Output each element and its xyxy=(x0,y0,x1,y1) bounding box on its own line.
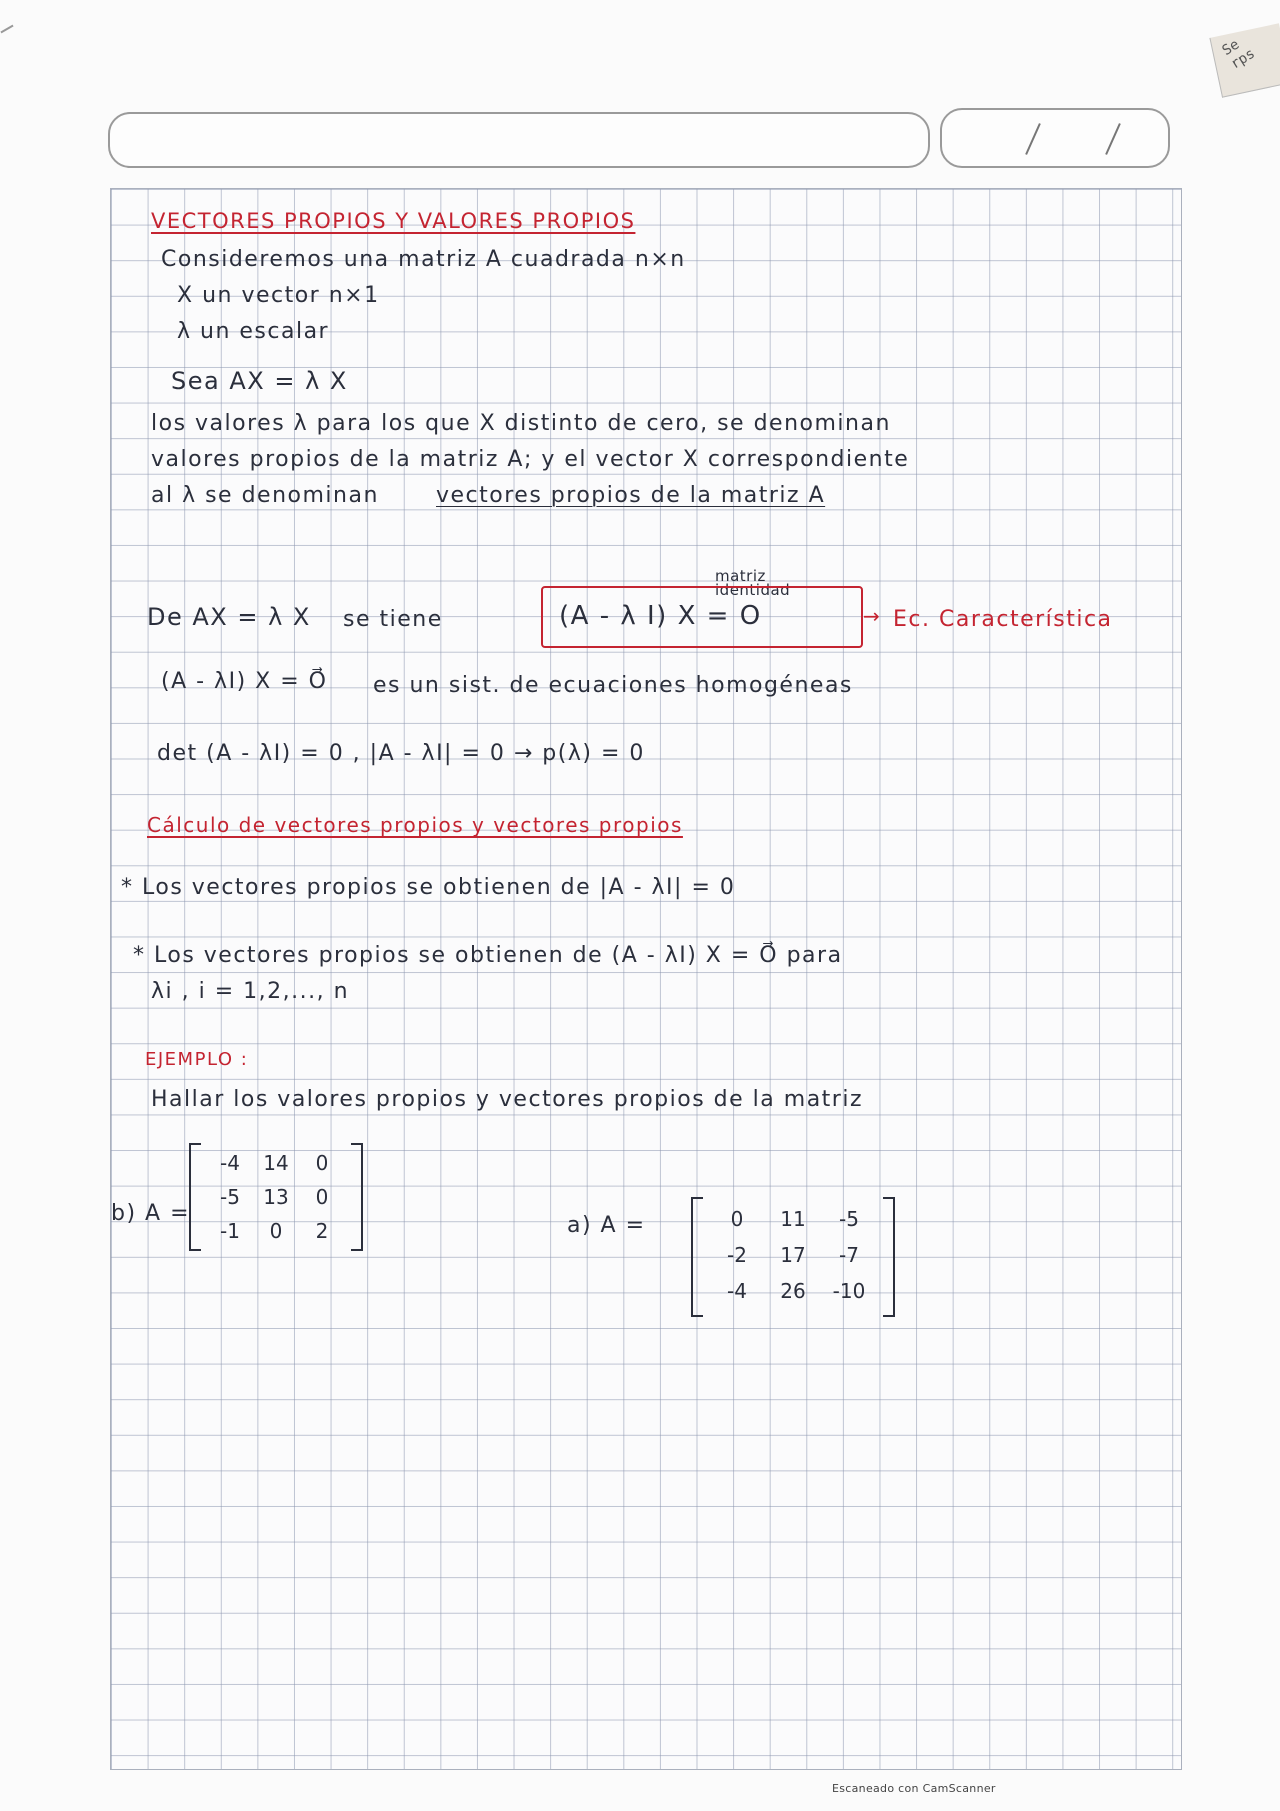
line-determinant: det (A - λI) = 0 , |A - λI| = 0 → p(λ) = 0 xyxy=(157,741,645,766)
matrix-a-cell: 17 xyxy=(780,1243,806,1267)
definition-line-2: valores propios de la matriz A; y el vector X correspondiente xyxy=(151,447,910,472)
matrix-b-cell: -1 xyxy=(220,1219,240,1243)
line-se-tiene: se tiene xyxy=(343,607,443,632)
matrix-b-row-3 xyxy=(207,1219,345,1243)
matrix-b-cell: 0 xyxy=(315,1151,329,1175)
matrix-b xyxy=(189,1143,363,1251)
line-sea: Sea AX = λ X xyxy=(171,367,348,395)
calculation-heading: Cálculo de vectores propios y vectores propios xyxy=(147,813,683,837)
definition-line-1: los valores λ para los que X distinto de cero, se denominan xyxy=(151,411,891,436)
note-matriz-identidad: matriz identidad xyxy=(715,567,791,599)
matrix-b-cell: -4 xyxy=(220,1151,240,1175)
date-slash-2 xyxy=(1105,123,1121,155)
bullet-eigenvectors: * Los vectores propios se obtienen de (A - λI) X = O⃗ para xyxy=(133,943,843,968)
boxed-equation: (A - λ I) X = O xyxy=(559,601,762,631)
matrix-b-row-1 xyxy=(207,1151,345,1175)
definition-line-3a: al λ se denominan xyxy=(151,483,379,508)
line-de-ax: De AX = λ X xyxy=(147,603,311,631)
matrix-a-cell: -5 xyxy=(839,1207,859,1231)
date-slash-1 xyxy=(1025,123,1041,155)
matrix-a xyxy=(691,1197,895,1317)
line-scalar: λ un escalar xyxy=(177,319,330,344)
matrix-a-cell: -4 xyxy=(727,1279,747,1303)
example-instruction: Hallar los valores propios y vectores propios de la matriz xyxy=(151,1087,864,1112)
line-considering: Consideremos una matriz A cuadrada n×n xyxy=(161,247,686,272)
matrix-b-cell: 14 xyxy=(263,1151,289,1175)
matrix-a-cell: -10 xyxy=(832,1279,866,1303)
sticky-note-text: Se rps xyxy=(1219,36,1258,73)
matrix-a-row-2 xyxy=(709,1243,877,1267)
matrix-b-cell: 0 xyxy=(315,1185,329,1209)
sticky-note-corner xyxy=(1209,23,1280,97)
matrix-a-cell: -2 xyxy=(727,1243,747,1267)
arrow-right-icon: → xyxy=(863,604,880,628)
page-title-box xyxy=(108,112,930,168)
matrix-a-left-bracket xyxy=(691,1197,703,1317)
matrix-a-cell: -7 xyxy=(839,1243,859,1267)
note-title: VECTORES PROPIOS Y VALORES PROPIOS xyxy=(151,209,636,233)
bullet-eigenvalues: * Los vectores propios se obtienen de |A - λI| = 0 xyxy=(121,875,736,900)
matrix-b-left-bracket xyxy=(189,1143,201,1251)
matrix-a-row-1 xyxy=(709,1207,877,1231)
grid-paper xyxy=(110,188,1182,1770)
matrix-a-cell: 0 xyxy=(730,1207,744,1231)
line-homogeneous-system-text: es un sist. de ecuaciones homogéneas xyxy=(373,673,853,698)
matrix-a-cell: 11 xyxy=(780,1207,806,1231)
matrix-b-cell: 13 xyxy=(263,1185,289,1209)
definition-line-3b: vectores propios de la matriz A xyxy=(436,483,826,508)
matrix-b-cell: -5 xyxy=(220,1185,240,1209)
scanner-watermark: Escaneado con CamScanner xyxy=(832,1782,996,1795)
matrix-b-label: b) A = xyxy=(111,1201,191,1226)
bullet-eigenvectors-cont: λi , i = 1,2,..., n xyxy=(151,979,350,1004)
matrix-a-row-3 xyxy=(709,1279,877,1303)
ec-caracteristica-label: Ec. Característica xyxy=(893,607,1113,632)
matrix-b-right-bracket xyxy=(351,1143,363,1251)
matrix-a-cell: 26 xyxy=(780,1279,806,1303)
line-homogeneous-system: (A - λI) X = O⃗ xyxy=(161,669,328,694)
corner-mark xyxy=(0,25,13,34)
example-heading: EJEMPLO : xyxy=(145,1049,249,1070)
matrix-b-cell: 0 xyxy=(269,1219,283,1243)
date-box xyxy=(940,108,1170,168)
matrix-a-label: a) A = xyxy=(567,1213,646,1238)
matrix-b-cell: 2 xyxy=(315,1219,329,1243)
matrix-a-right-bracket xyxy=(883,1197,895,1317)
line-vector: X un vector n×1 xyxy=(177,283,380,308)
matrix-b-row-2 xyxy=(207,1185,345,1209)
